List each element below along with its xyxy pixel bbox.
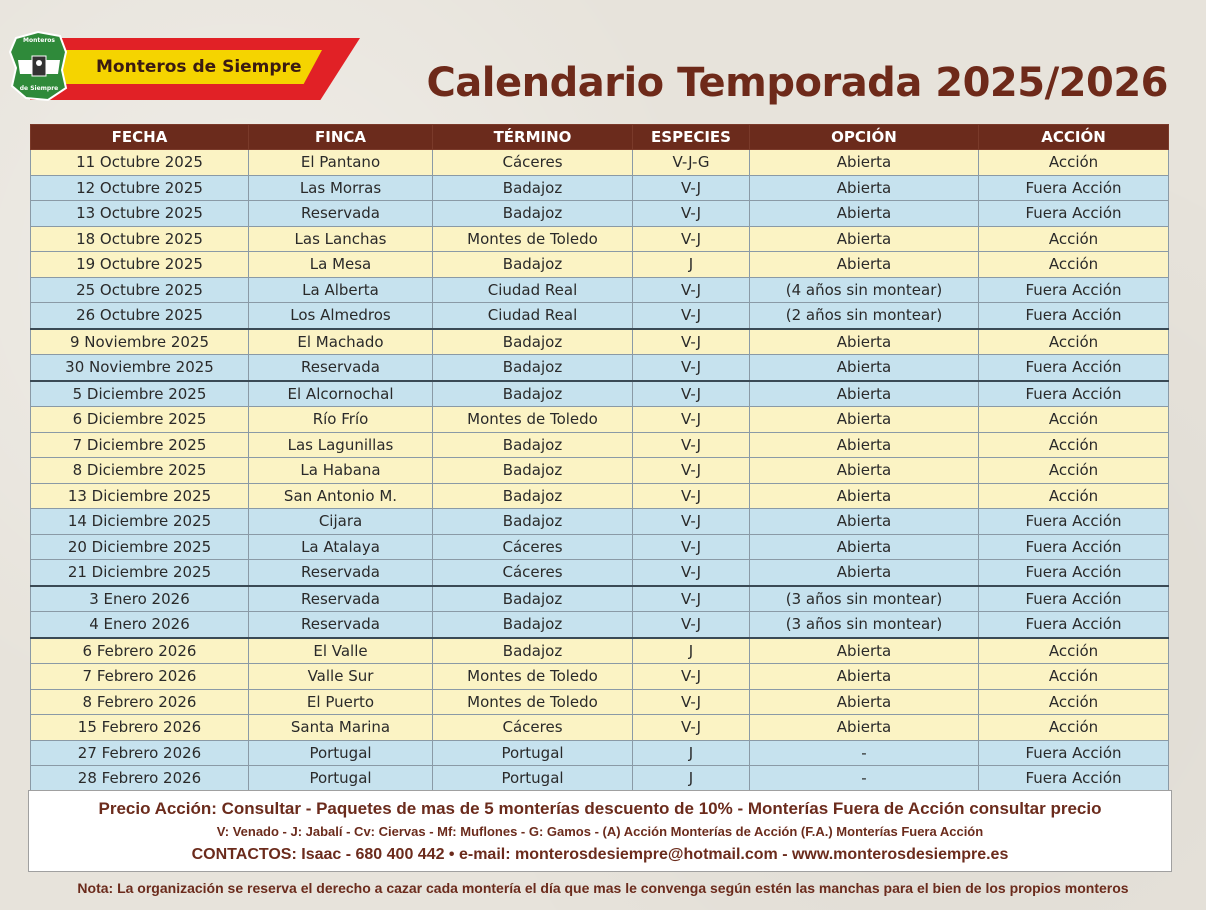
column-header-especies: ESPECIES (633, 125, 750, 150)
season-calendar-table (30, 124, 1169, 792)
cell-finca: Reservada (249, 201, 433, 227)
logo-name: Monteros de Siempre (96, 57, 302, 77)
table-row (31, 252, 1169, 278)
cell-opcion: (3 años sin montear) (750, 586, 979, 612)
cell-opcion: Abierta (750, 226, 979, 252)
cell-especies: V-J (633, 509, 750, 535)
cell-opcion: (4 años sin montear) (750, 277, 979, 303)
cell-especies: V-J (633, 664, 750, 690)
cell-finca: Portugal (249, 740, 433, 766)
footnote: Nota: La organización se reserva el derecho a cazar cada montería el día que mas le convenga según estén las manchas para el bien de los propios monteros (77, 880, 1129, 896)
cell-accion: Acción (979, 226, 1169, 252)
cell-termino: Badajoz (433, 355, 633, 381)
cell-opcion: Abierta (750, 329, 979, 355)
cell-termino: Portugal (433, 766, 633, 792)
cell-especies: V-J (633, 458, 750, 484)
cell-finca: Cijara (249, 509, 433, 535)
cell-especies: V-J (633, 381, 750, 407)
cell-termino: Badajoz (433, 432, 633, 458)
table-row (31, 432, 1169, 458)
cell-especies: V-J (633, 483, 750, 509)
cell-accion: Fuera Acción (979, 766, 1169, 792)
cell-termino: Badajoz (433, 638, 633, 664)
cell-finca: Reservada (249, 355, 433, 381)
column-header-finca: FINCA (249, 125, 433, 150)
cell-termino: Cáceres (433, 560, 633, 586)
cell-fecha: 4 Enero 2026 (31, 612, 249, 638)
cell-opcion: Abierta (750, 175, 979, 201)
cell-termino: Ciudad Real (433, 303, 633, 329)
cell-finca: El Puerto (249, 689, 433, 715)
cell-especies: V-J (633, 303, 750, 329)
cell-termino: Badajoz (433, 458, 633, 484)
cell-especies: V-J (633, 586, 750, 612)
column-header-opcion: OPCIÓN (750, 125, 979, 150)
cell-accion: Fuera Acción (979, 560, 1169, 586)
cell-especies: V-J (633, 175, 750, 201)
cell-fecha: 8 Febrero 2026 (31, 689, 249, 715)
cell-finca: La Atalaya (249, 534, 433, 560)
cell-especies: V-J (633, 201, 750, 227)
column-header-accion: ACCIÓN (979, 125, 1169, 150)
table-row (31, 715, 1169, 741)
cell-especies: V-J (633, 329, 750, 355)
cell-fecha: 18 Octubre 2025 (31, 226, 249, 252)
table-row (31, 407, 1169, 433)
cell-fecha: 25 Octubre 2025 (31, 277, 249, 303)
table-row (31, 329, 1169, 355)
cell-accion: Fuera Acción (979, 303, 1169, 329)
cell-finca: Valle Sur (249, 664, 433, 690)
logo-badge-bottom: de Siempre (19, 85, 59, 92)
cell-termino: Badajoz (433, 252, 633, 278)
table-row (31, 201, 1169, 227)
cell-fecha: 19 Octubre 2025 (31, 252, 249, 278)
cell-opcion: Abierta (750, 534, 979, 560)
cell-termino: Montes de Toledo (433, 664, 633, 690)
cell-accion: Acción (979, 458, 1169, 484)
cell-accion: Fuera Acción (979, 277, 1169, 303)
cell-especies: V-J (633, 226, 750, 252)
cell-finca: Reservada (249, 612, 433, 638)
cell-fecha: 20 Diciembre 2025 (31, 534, 249, 560)
cell-termino: Badajoz (433, 201, 633, 227)
cell-opcion: - (750, 766, 979, 792)
cell-especies: V-J (633, 407, 750, 433)
table-row (31, 740, 1169, 766)
cell-accion: Acción (979, 329, 1169, 355)
table-row (31, 664, 1169, 690)
cell-finca: Los Almedros (249, 303, 433, 329)
cell-finca: El Machado (249, 329, 433, 355)
cell-termino: Badajoz (433, 483, 633, 509)
cell-especies: V-J (633, 355, 750, 381)
cell-especies: J (633, 252, 750, 278)
cell-fecha: 7 Febrero 2026 (31, 664, 249, 690)
cell-especies: V-J (633, 612, 750, 638)
cell-accion: Acción (979, 664, 1169, 690)
cell-fecha: 3 Enero 2026 (31, 586, 249, 612)
cell-fecha: 8 Diciembre 2025 (31, 458, 249, 484)
cell-termino: Cáceres (433, 715, 633, 741)
cell-fecha: 12 Octubre 2025 (31, 175, 249, 201)
cell-fecha: 9 Noviembre 2025 (31, 329, 249, 355)
table-row (31, 638, 1169, 664)
table-row (31, 381, 1169, 407)
table-row (31, 175, 1169, 201)
table-row (31, 483, 1169, 509)
cell-opcion: Abierta (750, 483, 979, 509)
page-title: Calendario Temporada 2025/2026 (426, 60, 1168, 106)
cell-fecha: 15 Febrero 2026 (31, 715, 249, 741)
cell-especies: V-J-G (633, 150, 750, 176)
cell-opcion: Abierta (750, 201, 979, 227)
cell-accion: Fuera Acción (979, 355, 1169, 381)
cell-termino: Badajoz (433, 612, 633, 638)
cell-termino: Badajoz (433, 586, 633, 612)
table-row (31, 612, 1169, 638)
cell-opcion: Abierta (750, 509, 979, 535)
table-row (31, 226, 1169, 252)
cell-accion: Acción (979, 689, 1169, 715)
cell-termino: Cáceres (433, 150, 633, 176)
cell-opcion: Abierta (750, 407, 979, 433)
cell-termino: Ciudad Real (433, 277, 633, 303)
cell-opcion: - (750, 740, 979, 766)
cell-especies: J (633, 740, 750, 766)
cell-opcion: Abierta (750, 638, 979, 664)
cell-accion: Fuera Acción (979, 201, 1169, 227)
cell-accion: Fuera Acción (979, 740, 1169, 766)
cell-finca: Reservada (249, 586, 433, 612)
cell-finca: El Pantano (249, 150, 433, 176)
cell-finca: El Valle (249, 638, 433, 664)
cell-fecha: 6 Febrero 2026 (31, 638, 249, 664)
cell-termino: Badajoz (433, 509, 633, 535)
cell-fecha: 14 Diciembre 2025 (31, 509, 249, 535)
table-row (31, 150, 1169, 176)
cell-fecha: 27 Febrero 2026 (31, 740, 249, 766)
price-info: Precio Acción: Consultar - Paquetes de mas de 5 monterías descuento de 10% - Monterías Fuera de Acción consultar precio (98, 799, 1102, 818)
cell-especies: J (633, 766, 750, 792)
contact-info: CONTACTOS: Isaac - 680 400 442 • e-mail: monterosdesiempre@hotmail.com - www.monterosdesiempre.es (191, 846, 1009, 863)
table-body (31, 150, 1169, 792)
cell-especies: V-J (633, 277, 750, 303)
table-row (31, 560, 1169, 586)
table-header-row (31, 125, 1169, 150)
cell-finca: Las Morras (249, 175, 433, 201)
cell-finca: Santa Marina (249, 715, 433, 741)
cell-finca: Río Frío (249, 407, 433, 433)
cell-opcion: (3 años sin montear) (750, 612, 979, 638)
cell-opcion: Abierta (750, 458, 979, 484)
cell-accion: Acción (979, 150, 1169, 176)
cell-accion: Fuera Acción (979, 534, 1169, 560)
cell-accion: Fuera Acción (979, 509, 1169, 535)
cell-accion: Fuera Acción (979, 381, 1169, 407)
cell-fecha: 13 Octubre 2025 (31, 201, 249, 227)
cell-finca: Las Lagunillas (249, 432, 433, 458)
cell-opcion: Abierta (750, 689, 979, 715)
cell-fecha: 26 Octubre 2025 (31, 303, 249, 329)
cell-especies: V-J (633, 432, 750, 458)
map-badge-icon (8, 30, 70, 102)
cell-especies: V-J (633, 534, 750, 560)
cell-fecha: 6 Diciembre 2025 (31, 407, 249, 433)
column-header-fecha: FECHA (31, 125, 249, 150)
cell-fecha: 7 Diciembre 2025 (31, 432, 249, 458)
info-box (28, 790, 1172, 872)
cell-fecha: 21 Diciembre 2025 (31, 560, 249, 586)
cell-accion: Acción (979, 252, 1169, 278)
cell-accion: Acción (979, 638, 1169, 664)
cell-finca: La Mesa (249, 252, 433, 278)
cell-especies: V-J (633, 689, 750, 715)
cell-termino: Montes de Toledo (433, 226, 633, 252)
cell-finca: La Habana (249, 458, 433, 484)
cell-accion: Fuera Acción (979, 586, 1169, 612)
cell-finca: La Alberta (249, 277, 433, 303)
logo-badge-top: Monteros (23, 37, 55, 44)
table-row (31, 355, 1169, 381)
logo (0, 30, 370, 110)
cell-opcion: Abierta (750, 355, 979, 381)
cell-finca: El Alcornochal (249, 381, 433, 407)
cell-opcion: Abierta (750, 252, 979, 278)
cell-termino: Badajoz (433, 381, 633, 407)
cell-opcion: Abierta (750, 664, 979, 690)
cell-fecha: 11 Octubre 2025 (31, 150, 249, 176)
cell-accion: Acción (979, 432, 1169, 458)
table-row (31, 277, 1169, 303)
cell-opcion: Abierta (750, 715, 979, 741)
cell-termino: Badajoz (433, 175, 633, 201)
cell-fecha: 30 Noviembre 2025 (31, 355, 249, 381)
cell-especies: J (633, 638, 750, 664)
table-row (31, 509, 1169, 535)
table-row (31, 586, 1169, 612)
cell-accion: Acción (979, 715, 1169, 741)
cell-accion: Acción (979, 407, 1169, 433)
cell-accion: Fuera Acción (979, 175, 1169, 201)
cell-termino: Portugal (433, 740, 633, 766)
cell-finca: Portugal (249, 766, 433, 792)
cell-opcion: Abierta (750, 381, 979, 407)
cell-fecha: 13 Diciembre 2025 (31, 483, 249, 509)
cell-especies: V-J (633, 715, 750, 741)
cell-accion: Acción (979, 483, 1169, 509)
table-row (31, 458, 1169, 484)
cell-fecha: 28 Febrero 2026 (31, 766, 249, 792)
cell-accion: Fuera Acción (979, 612, 1169, 638)
cell-fecha: 5 Diciembre 2025 (31, 381, 249, 407)
cell-finca: Reservada (249, 560, 433, 586)
cell-finca: San Antonio M. (249, 483, 433, 509)
cell-termino: Montes de Toledo (433, 407, 633, 433)
table-row (31, 766, 1169, 792)
table-row (31, 689, 1169, 715)
cell-termino: Badajoz (433, 329, 633, 355)
cell-opcion: Abierta (750, 150, 979, 176)
cell-termino: Montes de Toledo (433, 689, 633, 715)
column-header-termino: TÉRMINO (433, 125, 633, 150)
cell-finca: Las Lanchas (249, 226, 433, 252)
table-row (31, 303, 1169, 329)
species-legend: V: Venado - J: Jabalí - Cv: Ciervas - Mf: Muflones - G: Gamos - (A) Acción Monterías de Acción (F.A.) Monterías Fuera Acción (216, 824, 984, 839)
cell-especies: V-J (633, 560, 750, 586)
table-row (31, 534, 1169, 560)
cell-termino: Cáceres (433, 534, 633, 560)
cell-opcion: Abierta (750, 560, 979, 586)
cell-opcion: (2 años sin montear) (750, 303, 979, 329)
cell-opcion: Abierta (750, 432, 979, 458)
